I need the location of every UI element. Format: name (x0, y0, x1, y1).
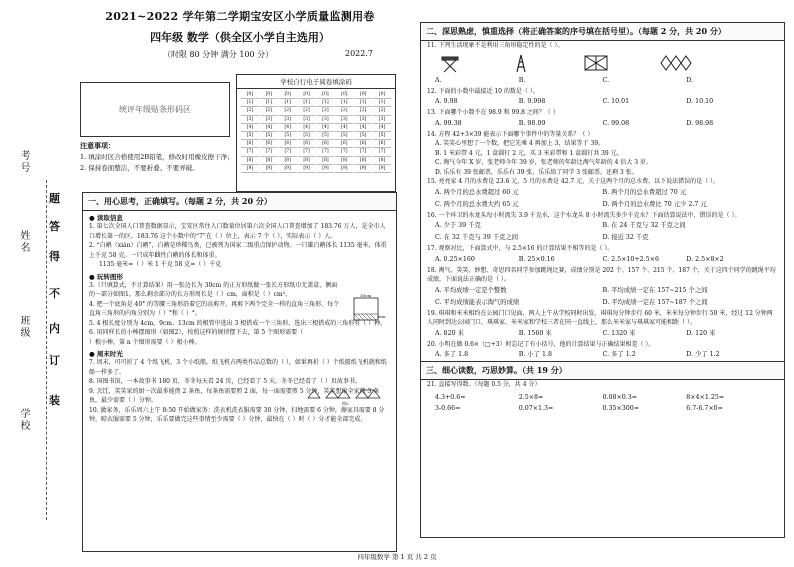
omr-bubble[interactable]: [3] (335, 117, 353, 124)
omr-bubble[interactable]: [6] (317, 141, 335, 148)
label-name: 姓名 (18, 230, 29, 254)
option[interactable]: B. 25×0.16 (518, 255, 555, 263)
omr-bubble[interactable]: [2] (260, 108, 278, 115)
notes (80, 140, 235, 174)
exam-subtitle: 四年级 数学（供全区小学自主选用） (150, 31, 330, 44)
omr-bubble[interactable]: [1] (298, 100, 316, 107)
option[interactable]: A. 9.98 (435, 98, 458, 105)
option[interactable]: C. 在 32 千克与 39 千克之间 (435, 234, 519, 241)
question-3: 3.（只填算式，不计算结果）用一张边长为 30cm 的正方形纸做一张长方形纸巾无盖盒，侧面的一部分如图1，那么剩余部分的长方形周长是（ ）cm，面积是（ ）cm²。 (89, 281, 338, 298)
omr-grid (236, 74, 396, 192)
omr-bubble[interactable]: [0] (317, 92, 335, 99)
fig1-top-label: 30cm (360, 293, 372, 298)
omr-bubble[interactable]: [9] (354, 166, 372, 173)
calc-item[interactable]: 0.35×300= (602, 404, 640, 412)
option[interactable]: A. 820 米 (435, 329, 464, 337)
binding-margin (6, 90, 70, 560)
exam-meta: 2022.7 （时限 80 分钟 满分 100 分） (163, 49, 373, 59)
omr-bubble[interactable]: [9] (373, 166, 391, 173)
option[interactable]: C. 1320 米 (602, 329, 636, 337)
omr-bubble[interactable]: [5] (241, 133, 259, 140)
omr-bubble[interactable]: [2] (354, 108, 372, 115)
omr-cells (237, 89, 395, 176)
omr-bubble[interactable]: [6] (354, 141, 372, 148)
option[interactable]: D. 接近 32 千克 (602, 234, 649, 241)
subheading: ● 读取信息 (89, 214, 123, 222)
question-13: 13. 下面哪个小数不在 98.9 和 99.8 之间？（ ） (427, 109, 559, 116)
q15-options (421, 187, 784, 199)
exam-title: 2021~2022 学年第二学期宝安区小学质量监测用卷 (105, 10, 375, 23)
omr-bubble[interactable]: [2] (373, 108, 391, 115)
omr-bubble[interactable]: [5] (373, 133, 391, 140)
option[interactable]: B. 98.09 (518, 119, 546, 127)
omr-bubble[interactable]: [5] (335, 133, 353, 140)
omr-bubble[interactable]: [4] (260, 125, 278, 132)
omr-bubble[interactable]: [7] (298, 149, 316, 156)
omr-bubble[interactable]: [8] (241, 158, 259, 165)
option[interactable]: B. 在 24 千克与 32 千克之间 (602, 222, 686, 229)
question-20: 20. 小明在做 0.6×（□+3）时忘记了有小括号，他的计算结果与正确结果相差（ ）。 (427, 340, 655, 348)
question-6: 6. 用同样长的小棒摆图形（如图2），按照这样的规律摆下去，第 5 个图形需要（ ）根小棒，第 n 个图形需要（ ）根小棒。 (89, 329, 304, 346)
omr-bubble[interactable]: [5] (279, 133, 297, 140)
option[interactable]: C. 平均成绩能表示淘气的成绩 (435, 298, 520, 306)
calc-item[interactable]: 0.08×0.3= (602, 393, 638, 401)
option[interactable]: C. (602, 76, 610, 84)
q18-options (421, 285, 784, 297)
lattice-gate-icon (583, 53, 609, 73)
question-2: 2. “白鹇（xián）白鹇”，白鹇是珍稀鸟类，已被列为国家二级重点保护动物。一只雄白鹇体长 1135 毫米，体重上千克 58 克。一只成年雌性白鹇的体长和体重。 (89, 242, 387, 259)
q20-options (421, 349, 784, 361)
omr-bubble[interactable]: [0] (298, 92, 316, 99)
omr-bubble[interactable]: [6] (260, 141, 278, 148)
q19-options (421, 328, 784, 340)
omr-bubble[interactable]: [1] (279, 100, 297, 107)
question-8: 8. 国图书馆，一本故事书 180 页，冬冬每天看 24 页，已经看了 5 天，冬冬已经看了（ ）页故事书。 (89, 378, 361, 385)
q13-options (421, 118, 784, 130)
question-11: 11. 下列生活现象不是利用三角形稳定性的是（ ）。 (427, 42, 564, 49)
option[interactable]: D. 两个月的总水费比 70 元少 2.7 元 (602, 200, 707, 208)
question-15: 15. 亮亮家 4 月的水费是 23.6 元，5 月的水费是 42.7 元，关于这两个月的总水费，以下说法错误的是（ ）。 (427, 178, 720, 185)
option[interactable]: A. (435, 76, 442, 84)
option[interactable]: D. 10.10 (686, 98, 714, 105)
omr-bubble[interactable]: [4] (279, 125, 297, 132)
option[interactable]: A. 少于 39 千克 (435, 222, 481, 229)
omr-bubble[interactable]: [1] (373, 100, 391, 107)
omr-bubble[interactable]: [4] (317, 125, 335, 132)
omr-bubble[interactable]: [8] (335, 158, 353, 165)
omr-bubble[interactable]: [3] (373, 117, 391, 124)
omr-bubble[interactable]: [8] (260, 158, 278, 165)
seal-char: 订 (49, 354, 60, 367)
omr-title: 学校自行电子阅卷填涂码 (237, 75, 395, 89)
omr-bubble[interactable]: [1] (317, 100, 335, 107)
section-2 (420, 22, 785, 538)
question-21: 21. 直接写得数。（每题 0.5 分，共 4 分） (427, 381, 541, 388)
option[interactable]: D. 乐乐有 39 张邮票，乐乐有 39 张，乐乐给了同学 3 张邮票，还剩 3 张。 (435, 168, 638, 176)
omr-bubble[interactable]: [9] (279, 166, 297, 173)
omr-bubble[interactable]: [4] (335, 125, 353, 132)
option[interactable]: C. 两个月的总水费大约 65 元 (435, 200, 519, 208)
q15-options (421, 199, 784, 211)
section-1-header: 一、用心思考，正确填写。（每题 2 分，共 20 分） (83, 193, 396, 211)
question-12: 12. 下面的小数中最接近 10 的数是（ ）。 (427, 87, 539, 95)
option[interactable]: D. 120 米 (686, 329, 716, 337)
omr-bubble[interactable]: [7] (260, 149, 278, 156)
omr-bubble[interactable]: [9] (241, 166, 259, 173)
question-5: 5. 4 根长度分别为 4cm、9cm、13cm 的根管中选出 3 根搭成一个三角形，选出三根搭成的三角形有（ ）种。 (89, 319, 387, 327)
barcode-area: 统评年级贴条形码区 (80, 82, 230, 137)
omr-bubble[interactable]: [0] (241, 92, 259, 99)
omr-bubble[interactable]: [4] (241, 125, 259, 132)
omr-bubble[interactable]: [9] (298, 166, 316, 173)
question-10: 10. 做家务，乐乐周六上午 8:50 开始做家务：洗衣机洗衣服需要 30 分钟，扫地需要 6 分钟，擦家具需要 8 分钟，晾衣服需要 5 分钟，乐乐要做完这些事情至少需要（ ）分钟，最快在（ ）时（ ）分才能全部完成。 (89, 406, 385, 423)
question-19: 19. 琪琪和米米相约在公园门口见面，两人上午从学校同时出发，琪琪每分钟步行 60 米，米米每分钟步行 50 米，经过 12 分钟两人同时到达公园门口，琪琪家、米米家和学校三者在同一直线上，那么米米家与琪琪家可能相距（ ）。 (427, 309, 773, 326)
question-16: 16. 一个环卫的水龙头每小时流失 3.9 千克水，这个水龙头 8 小时流失多少千克水？下面估算说法中，错误的是（ ）。 (427, 211, 741, 219)
option[interactable]: B. 小了 1.8 (518, 351, 552, 358)
seal-char: 装 (49, 394, 60, 407)
q11-labels (421, 75, 784, 87)
omr-bubble[interactable]: [7] (335, 149, 353, 156)
subheading: ● 玩转图形 (89, 272, 123, 281)
seal-char: 答 (49, 220, 60, 233)
option[interactable]: B. (518, 76, 526, 84)
fig2-label: 图2 (342, 401, 349, 406)
omr-bubble[interactable]: [7] (317, 149, 335, 156)
figure-2-triangles (306, 388, 386, 406)
option[interactable]: C. 99.08 (602, 119, 630, 127)
section-2-header: 二、深思熟虑，慎重选择（将正确答案的序号填在括号里）。（每题 2 分，共 20 分） (421, 23, 784, 41)
calc-item[interactable]: 0.07×1.3= (518, 404, 554, 412)
option[interactable]: C. 10.01 (602, 98, 630, 105)
label-exam-no: 考号 (18, 150, 29, 174)
option[interactable]: A. 平均成绩一定是个整数 (435, 286, 507, 294)
omr-bubble[interactable]: [1] (260, 100, 278, 107)
option[interactable]: B. 平均成绩一定在 157~215 个之间 (602, 286, 708, 294)
calc-item[interactable]: 4.3+0.6= (435, 393, 466, 401)
omr-bubble[interactable]: [2] (335, 108, 353, 115)
question-18: 18. 淘气、笑笑、妙想、奇思四名同学参加跳绳比赛，成绩分别是 202 个、157 个、215 个、187 个，关于这四个同学的跳绳平均成绩，下面说法正确的是（ ）。 (427, 266, 776, 283)
omr-bubble[interactable]: [8] (298, 158, 316, 165)
note-item: 1. 填涂时区合格使用2B铅笔，修改时用橡皮擦干净； (80, 153, 234, 161)
omr-bubble[interactable]: [1] (335, 100, 353, 107)
seal-char: 不 (49, 287, 60, 300)
question-1: 1. 第七次全国人口普查数据显示，宝安区常住人口数量位居第六次全国人口普查增加了 183.76 万人，是全市人口增长第一的区。183.76 这个小数中的“7”在（ ）位上，表示 7 个（ ），实际表示（ ）人。 (89, 223, 386, 240)
question-2-blank: 1135 毫米=（ ）米 1 千克 58 克=（ ）千克 (99, 261, 222, 268)
omr-bubble[interactable]: [3] (317, 117, 335, 124)
seal-char: 内 (49, 322, 60, 335)
omr-bubble[interactable]: [7] (354, 149, 372, 156)
option[interactable]: A. 多了 1.8 (435, 351, 469, 358)
seal-char: 题 (49, 192, 60, 205)
figure-1-box (352, 292, 386, 328)
zigzag-fence-icon (659, 53, 693, 73)
omr-bubble[interactable]: [1] (241, 100, 259, 107)
omr-bubble[interactable]: [9] (317, 166, 335, 173)
omr-bubble[interactable]: [8] (373, 158, 391, 165)
omr-bubble[interactable]: [0] (279, 92, 297, 99)
calc-grid (421, 390, 784, 416)
omr-bubble[interactable]: [3] (354, 117, 372, 124)
omr-bubble[interactable]: [2] (298, 108, 316, 115)
omr-bubble[interactable]: [7] (373, 149, 391, 156)
omr-bubble[interactable]: [3] (279, 117, 297, 124)
omr-bubble[interactable]: [7] (241, 149, 259, 156)
option[interactable]: A. 两个月的总水费超过 60 元 (435, 188, 519, 196)
omr-bubble[interactable]: [5] (298, 133, 316, 140)
omr-bubble[interactable]: [0] (354, 92, 372, 99)
omr-bubble[interactable]: [1] (354, 100, 372, 107)
exam-date: 2022.7 (345, 49, 373, 58)
fig1-side-label: 6cm (378, 315, 386, 319)
q16-options (421, 232, 784, 244)
omr-bubble[interactable]: [8] (354, 158, 372, 165)
q11-options (421, 51, 784, 75)
omr-bubble[interactable]: [9] (260, 166, 278, 173)
subheading: ● 周末时光 (89, 350, 123, 358)
q17-options (421, 254, 784, 266)
label-school: 学校 (18, 408, 29, 432)
option[interactable]: A. 0.25×160 (435, 255, 475, 263)
omr-bubble[interactable]: [6] (298, 141, 316, 148)
question-14: 14. 方程 42+3×39 能表示下面哪个事件中的等量关系？（ ） (427, 130, 594, 138)
omr-bubble[interactable]: [3] (241, 117, 259, 124)
option[interactable]: B. 1560 米 (518, 329, 552, 337)
option[interactable]: B. 9.998 (518, 98, 546, 105)
omr-bubble[interactable]: [0] (373, 92, 391, 99)
omr-bubble[interactable]: [0] (260, 92, 278, 99)
omr-bubble[interactable]: [2] (279, 108, 297, 115)
omr-bubble[interactable]: [8] (279, 158, 297, 165)
option[interactable]: C. 多了 1.2 (602, 351, 636, 358)
q12-options (421, 96, 784, 108)
omr-bubble[interactable]: [0] (335, 92, 353, 99)
omr-bubble[interactable]: [6] (279, 141, 297, 148)
question-17: 17. 观察对比，下面算式中，与 2.5×16 的计算结果不相等的是（ ）。 (427, 245, 614, 252)
omr-bubble[interactable]: [2] (241, 108, 259, 115)
omr-bubble[interactable]: [3] (260, 117, 278, 124)
label-class: 班级 (18, 315, 29, 339)
option[interactable]: C. 2.5×10+2.5×6 (602, 255, 659, 263)
omr-bubble[interactable]: [8] (317, 158, 335, 165)
seal-char: 得 (49, 250, 60, 263)
calc-item[interactable]: 6.7-6.7×0= (686, 404, 723, 412)
omr-bubble[interactable]: [6] (335, 141, 353, 148)
option[interactable]: C. 淘气今年 X 岁，张老师今年 39 岁，张老师的年龄比淘气年龄的 4 倍大 3 岁。 (435, 159, 652, 166)
omr-bubble[interactable]: [9] (335, 166, 353, 173)
option[interactable]: B. 两个月的总水费超过 70 元 (602, 188, 687, 196)
q16-options (421, 220, 784, 232)
omr-bubble[interactable]: [6] (241, 141, 259, 148)
option[interactable]: A. 笑笑心里想了一个数，把它先乘 4 再加上 3，结果等于 39。 (435, 140, 605, 147)
omr-bubble[interactable]: [4] (373, 125, 391, 132)
note-item: 2. 保持卷面整洁，不要折叠、不要弄破。 (80, 164, 199, 172)
calc-item[interactable]: 8×4×1.25= (686, 393, 725, 401)
question-7: 7. 周末，可可折了 4 个纸飞机、3 个小纸船，纸飞机占两类作品总数的（ ），如果再折（ ）个纸船纸飞机就和纸船一样多了。 (89, 359, 387, 376)
question-4: 4. 把一个底角是 40° 的等腰三角形沿着它的高剪开，再剪下两个完全一样的直角三角形，每个直角三角形的内角分别为（ ）°和（ ）°。 (89, 300, 340, 317)
q18-options (421, 297, 784, 309)
option[interactable]: D. (686, 76, 694, 84)
omr-bubble[interactable]: [4] (298, 125, 316, 132)
omr-bubble[interactable]: [7] (279, 149, 297, 156)
calc-item[interactable]: 2.5×8= (518, 393, 544, 401)
omr-bubble[interactable]: [5] (354, 133, 372, 140)
omr-bubble[interactable]: [3] (298, 117, 316, 124)
omr-bubble[interactable]: [6] (373, 141, 391, 148)
question-9: 9. 烹饪，笑笑家的厨一次最多能煎 2 条鱼，每条鱼需要煎 2 面，每一面需要煎 5 分钟，笑笑想给全家煎 3 条鱼，最少需要（ ）分钟。 (89, 387, 380, 404)
notes-title: 注意事项： (80, 141, 115, 150)
ladder-icon (511, 53, 533, 73)
option[interactable]: D. 98.98 (686, 119, 714, 127)
section-1 (82, 192, 397, 552)
option[interactable]: D. 2.5×8×2 (686, 255, 724, 263)
option[interactable]: A. 99.38 (435, 119, 462, 127)
omr-bubble[interactable]: [5] (260, 133, 278, 140)
calc-item[interactable]: 3-0.66= (435, 404, 461, 412)
option[interactable]: B. 1 米彩带 4 元，1 盒圆钉 2 元，买 3 米彩带和 1 盒圆钉共 39 元。 (435, 149, 623, 157)
omr-bubble[interactable]: [4] (354, 125, 372, 132)
exam-header (85, 8, 395, 60)
omr-bubble[interactable]: [2] (317, 108, 335, 115)
option[interactable]: D. 平均成绩一定在 157~187 个之间 (602, 298, 708, 306)
section-3-header: 三、细心读数，巧思妙算。（共 19 分） (421, 361, 784, 380)
omr-bubble[interactable]: [5] (317, 133, 335, 140)
option[interactable]: D. 少了 1.2 (686, 351, 720, 358)
page-footer: 四年级数学 第 1 页 共 2 页 (357, 553, 437, 561)
folding-stool-icon (439, 53, 461, 73)
